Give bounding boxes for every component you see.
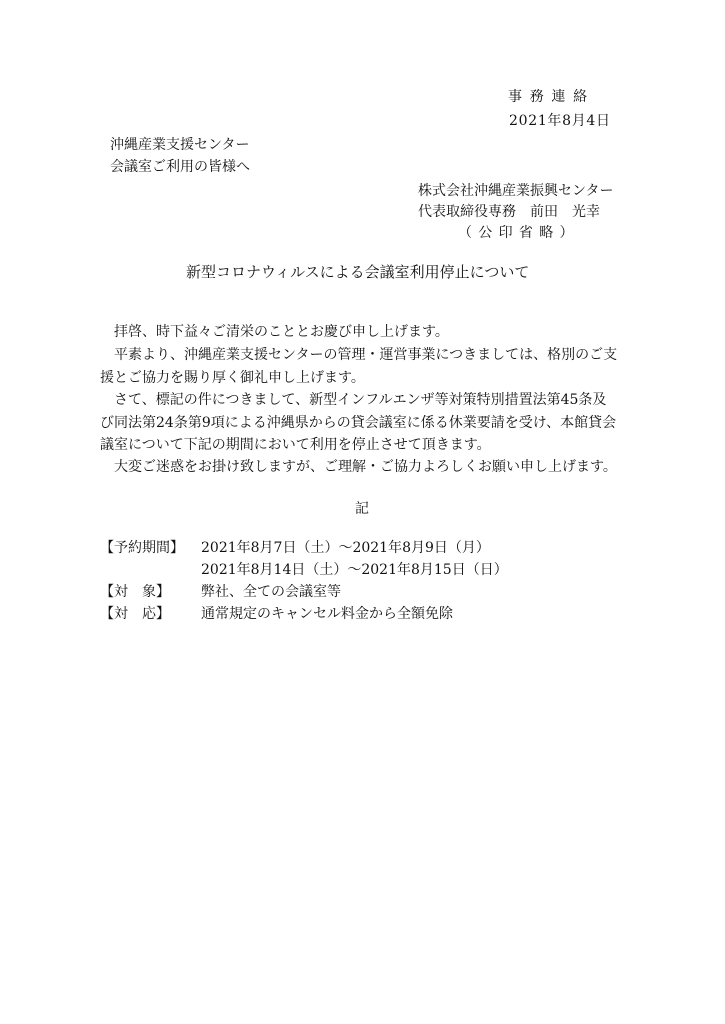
target-label: 【対 象】 (100, 584, 170, 600)
document-title: 新型コロナウィルスによる会議室利用停止について (186, 263, 530, 281)
period-label: 【予約期間】 (100, 540, 184, 556)
document-date: 2021年8月4日 (509, 113, 611, 129)
response-value: 通常規定のキャンセル料金から全額免除 (201, 606, 453, 622)
ki-heading: 記 (355, 501, 369, 517)
seal-omitted-note: （公印省略） (458, 225, 580, 241)
body-paragraph-greeting: 拝啓、時下益々ご清栄のこととお慶び申し上げます。 (100, 324, 449, 340)
sender-company: 株式会社沖縄産業振興センター (418, 183, 614, 199)
body-paragraph-apology: 大変ご迷惑をお掛け致しますが、ご理解・ご協力よろしくお願い申し上げます。 (100, 459, 617, 475)
body-paragraph-thanks: 平素より、沖縄産業支援センターの管理・運営事業につきましては、格別のご支援とご協力を賜り厚く御礼申し上げます。 (100, 347, 618, 386)
sender-representative: 代表取締役専務 前田 光幸 (418, 204, 600, 220)
document-type: 事務連絡 (508, 89, 595, 105)
recipient-line-2: 会議室ご利用の皆様へ (110, 159, 250, 175)
period-value-1: 2021年8月7日（土）～2021年8月9日（月） (201, 540, 490, 556)
recipient-line-1: 沖縄産業支援センター (110, 137, 250, 153)
body-paragraph-notice: さて、標記の件につきまして、新型インフルエンザ等対策特別措置法第45条及び同法第24条第9項による沖縄県からの貸会議室に係る休業要請を受け、本館貸会議室について下記の期間において利用を停止させて頂きます。 (100, 392, 617, 453)
response-label: 【対 応】 (100, 606, 170, 622)
target-value: 弊社、全ての会議室等 (201, 584, 341, 600)
period-value-2: 2021年8月14日（土）～2021年8月15日（日） (201, 562, 508, 578)
